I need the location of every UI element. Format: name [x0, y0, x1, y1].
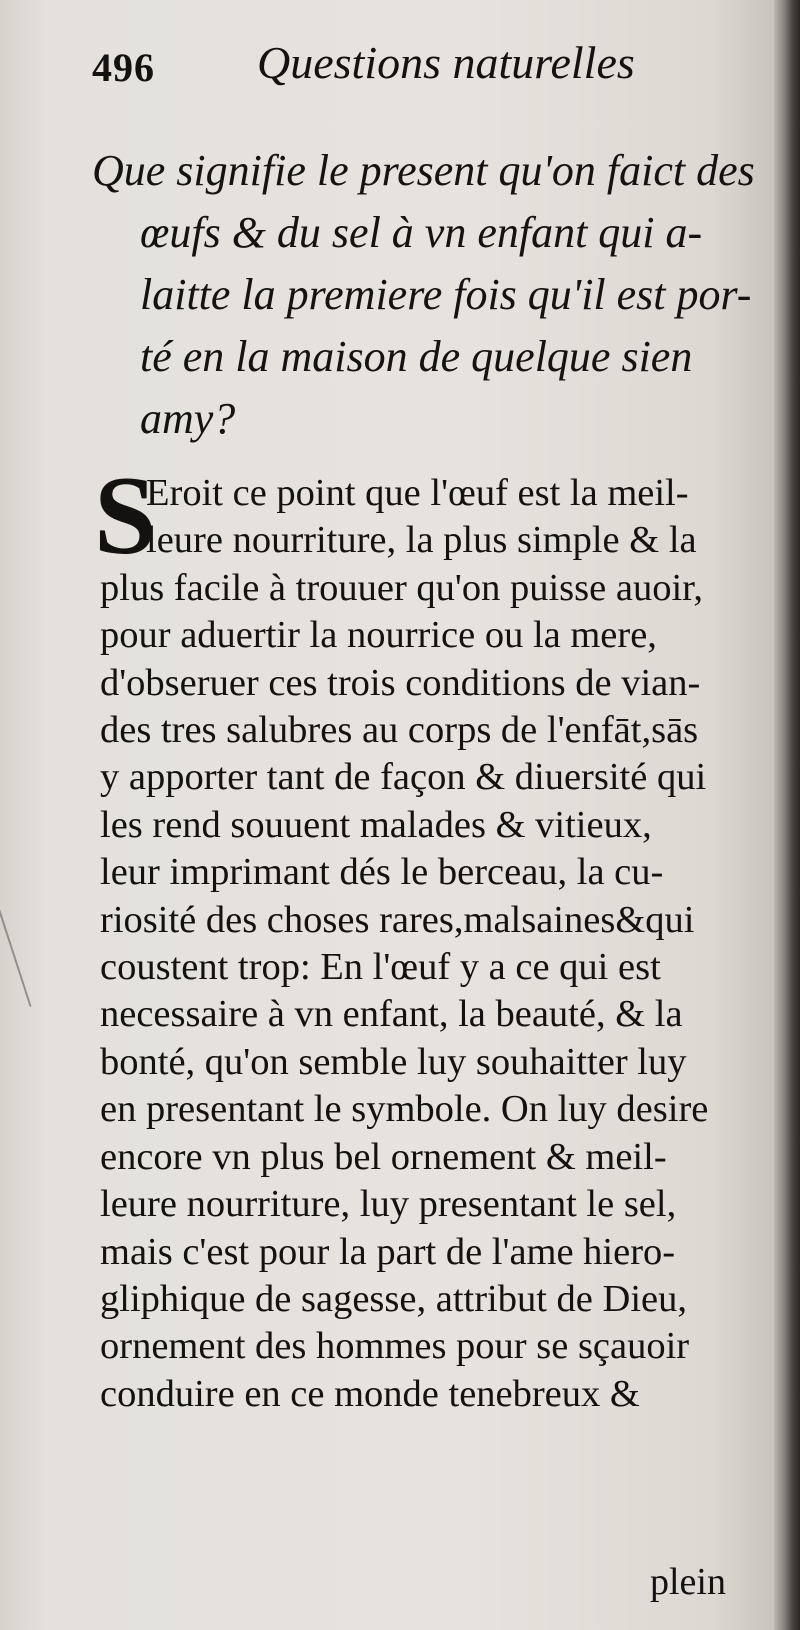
drop-cap-block: [94, 454, 740, 578]
question-line: Que signifie le present qu'on faict des: [92, 146, 755, 195]
body-line: gliphique de sagesse, attribut de Dieu,: [100, 1277, 687, 1320]
question-line: laitte la premiere fois qu'il est por-: [140, 270, 752, 319]
body-line: des tres salubres au corps de l'enfāt,sās: [100, 709, 699, 752]
drop-cap: S: [94, 454, 157, 578]
body-line: riosité des choses rares,malsaines&qui: [100, 898, 695, 941]
body-line: ornement des hommes pour se sçauoir: [100, 1325, 690, 1368]
question-line: amy?: [140, 394, 236, 443]
body-line: coustent trop: En l'œuf y a ce qui est: [100, 946, 661, 989]
body-line: y apporter tant de façon & diuersité qui: [100, 756, 707, 799]
running-title: Questions naturelles: [257, 37, 635, 88]
body-line: conduire en ce monde tenebreux &: [100, 1372, 640, 1415]
margin-mark: [0, 873, 32, 1007]
body-line: encore vn plus bel ornement & meil-: [100, 1135, 667, 1178]
page-header: [92, 30, 652, 100]
body-line: plus facile à trouuer qu'on puisse auoir,: [100, 566, 704, 609]
body-line: bonté, qu'on semble luy souhaitter luy: [100, 1040, 687, 1083]
page-number: 496: [92, 45, 155, 90]
question-line: œufs & du sel à vn enfant qui a-: [140, 208, 703, 257]
body-line: mais c'est pour la part de l'ame hiero-: [100, 1230, 676, 1273]
body-line: d'obseruer ces trois conditions de vian-: [100, 661, 701, 704]
catchword: plein: [650, 1561, 726, 1603]
body-line: leur imprimant dés le berceau, la cu-: [100, 851, 664, 894]
body-line: necessaire à vn enfant, la beauté, & la: [100, 993, 683, 1036]
body-line: leure nourriture, luy presentant le sel,: [100, 1183, 677, 1226]
page-edge-shadow: [774, 0, 800, 1630]
question-line: té en la maison de quelque sien: [140, 332, 693, 381]
body-line: pour aduertir la nourrice ou la mere,: [100, 614, 657, 657]
body-line: en presentant le symbole. On luy desire: [100, 1088, 709, 1131]
body-paragraph: [94, 454, 740, 1418]
question-heading: [92, 140, 755, 450]
body-line: les rend souuent malades & vitieux,: [100, 803, 652, 846]
body-line: leure nourriture, la plus simple & la: [146, 519, 697, 562]
body-line: Eroit ce point que l'œuf est la meil-: [146, 472, 689, 514]
